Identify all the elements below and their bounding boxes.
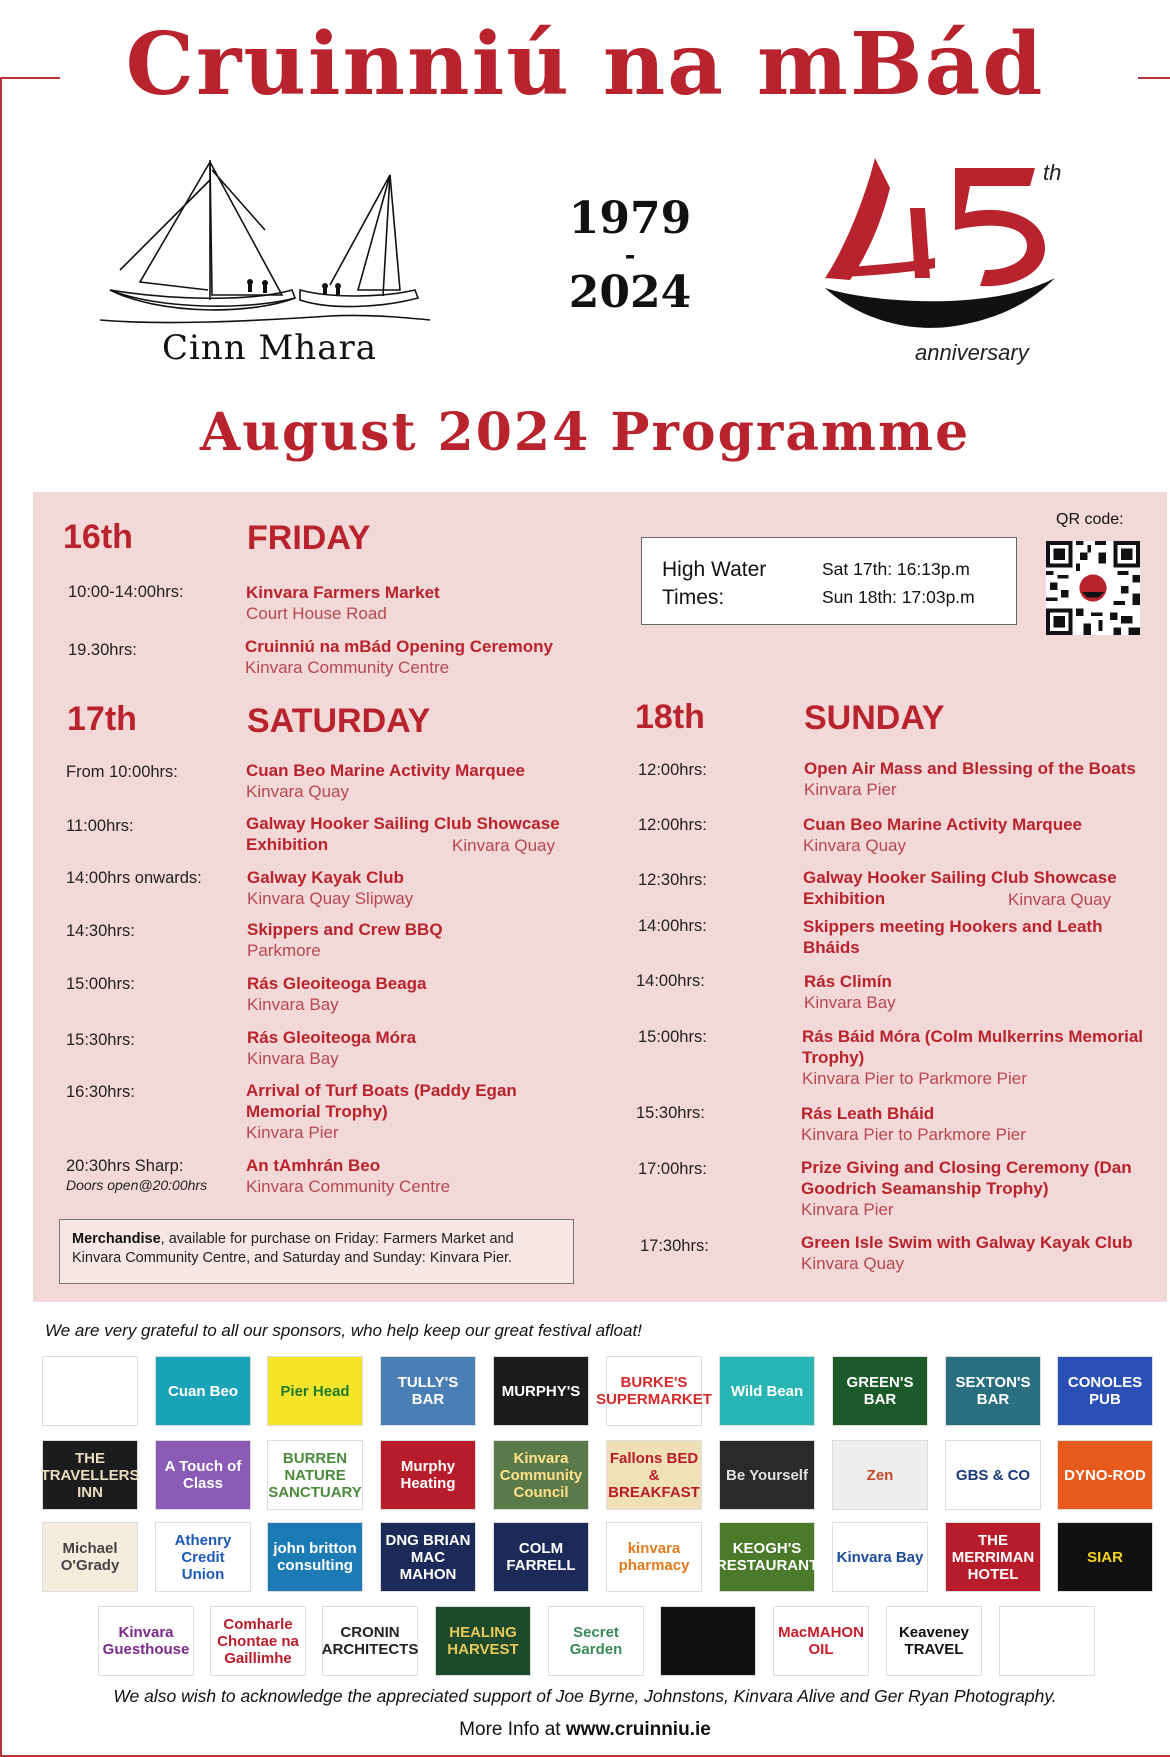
event-title: Skippers meeting Hookers and Leath: [803, 917, 1103, 936]
sponsor-logo: GREEN'S BAR: [832, 1356, 928, 1426]
sponsor-logo: Zen: [832, 1440, 928, 1510]
sponsor-logo: john britton consulting: [267, 1522, 363, 1592]
event-time: 14:30hrs:: [66, 922, 135, 940]
event-note: Doors open@20:00hrs: [66, 1177, 208, 1193]
sponsor-logo: Murphy Heating: [380, 1440, 476, 1510]
event-time: 15:00hrs:: [638, 1028, 707, 1046]
event-title-line2: Bháids: [803, 938, 860, 957]
event: [247, 973, 427, 1015]
event-title-line2: Memorial Trophy): [246, 1102, 388, 1121]
event-location: Parkmore: [247, 941, 321, 960]
event: [246, 760, 525, 802]
event-title: Galway Kayak Club: [247, 868, 404, 887]
sponsor-logo: CRONIN ARCHITECTS: [322, 1606, 418, 1676]
event-location: Kinvara Pier to Parkmore Pier: [802, 1069, 1027, 1088]
event-time: 19.30hrs:: [68, 641, 137, 659]
event: [801, 1157, 1132, 1220]
merchandise-bold: Merchandise: [72, 1231, 161, 1247]
sponsor-logo: Be Yourself: [719, 1440, 815, 1510]
sunday-date: 18th: [635, 698, 705, 736]
sponsor-logo: KEOGH'S RESTAURANT: [719, 1522, 815, 1592]
sponsor-logo: Athenry Credit Union: [155, 1522, 251, 1592]
year-start: 1979: [568, 193, 692, 244]
sponsor-logo: [660, 1606, 756, 1676]
sponsor-logo: MURPHY'S: [493, 1356, 589, 1426]
frame-left: [0, 77, 2, 1757]
event-location: Kinvara Community Centre: [246, 1177, 451, 1196]
event: [804, 758, 1136, 800]
years-range: [540, 195, 720, 317]
sponsor-logo: GBS & CO: [945, 1440, 1041, 1510]
event-location: Court House Road: [246, 604, 387, 623]
event-location: Kinvara Pier: [246, 1123, 339, 1142]
event: [247, 867, 413, 909]
event-title-line2: Goodrich Seamanship Trophy): [801, 1179, 1049, 1198]
event-location: Kinvara Bay: [247, 995, 339, 1014]
sponsor-logo: Fallons BED & BREAKFAST: [606, 1440, 702, 1510]
event-time: 16:30hrs:: [66, 1083, 135, 1101]
event-time: 12:00hrs:: [638, 816, 707, 834]
event-title: Galway Hooker Sailing Club Showcase: [246, 814, 560, 833]
sponsor-logo: Michael O'Grady: [42, 1522, 138, 1592]
event-location: Kinvara Pier: [801, 1200, 894, 1219]
anniversary-suffix: th: [1043, 160, 1062, 185]
sponsor-logo: DYNO-ROD: [1057, 1440, 1153, 1510]
event-time: 15:30hrs:: [66, 1031, 135, 1049]
sponsor-logo: A Touch of Class: [155, 1440, 251, 1510]
boats-illustration: [100, 150, 430, 340]
programme-subtitle: August 2024 Programme: [199, 402, 971, 463]
event-title: Kinvara Farmers Market: [246, 583, 440, 602]
qr-label: QR code:: [1056, 511, 1124, 528]
event-location: Kinvara Quay: [801, 1254, 904, 1273]
event-title-line2: Exhibition: [803, 889, 886, 908]
sponsor-logo: Pier Head: [267, 1356, 363, 1426]
event-time: 14:00hrs:: [638, 917, 707, 935]
event: [803, 916, 1102, 958]
qr-code-icon[interactable]: [1046, 541, 1140, 635]
event-time: 12:30hrs:: [638, 871, 707, 889]
event-location: Kinvara Bay: [247, 1049, 339, 1068]
event-time: From 10:00hrs:: [66, 763, 178, 781]
sponsor-logo: THE TRAVELLERS INN: [42, 1440, 138, 1510]
event-time: 12:00hrs:: [638, 761, 707, 779]
event: [802, 1026, 1143, 1089]
saturday-label: SATURDAY: [247, 702, 431, 740]
event-time: 10:00-14:00hrs:: [68, 583, 184, 601]
event-time: 15:30hrs:: [636, 1104, 705, 1122]
year-end: 2024: [568, 267, 692, 318]
year-dash: -: [624, 241, 636, 271]
event-time: 17:30hrs:: [640, 1237, 709, 1255]
more-info: [0, 1719, 1170, 1741]
event-location: Kinvara Quay Slipway: [247, 889, 414, 908]
saturday-date: 17th: [67, 700, 137, 738]
page-title: Cruinniú na mBád: [125, 14, 1045, 115]
event-title-line2: Trophy): [802, 1048, 865, 1067]
place-name: Cinn Mhara: [162, 328, 377, 368]
sponsor-logo: COLM FARRELL: [493, 1522, 589, 1592]
friday-date: 16th: [63, 518, 133, 556]
event: [246, 1155, 450, 1197]
event-title: An tAmhrán Beo: [246, 1156, 381, 1175]
sponsor-logo: CONOLES PUB: [1057, 1356, 1153, 1426]
sponsor-logo: TULLY'S BAR: [380, 1356, 476, 1426]
event: [245, 636, 553, 678]
event-title: Cruinniú na mBád Opening Ceremony: [245, 637, 553, 656]
event-title-line2: Exhibition: [246, 835, 329, 854]
sponsors-intro: We are very grateful to all our sponsors, who help keep our great festival afloat!: [45, 1321, 642, 1340]
sunday-label: SUNDAY: [804, 699, 945, 737]
sponsor-logo: [42, 1356, 138, 1426]
event-location: Kinvara Pier: [804, 780, 897, 799]
event-location: Kinvara Bay: [804, 993, 896, 1012]
event: [801, 1103, 1026, 1145]
event-title: Cuan Beo Marine Activity Marquee: [246, 761, 525, 780]
event-time: 14:00hrs:: [636, 972, 705, 990]
sponsor-logo: MacMAHON OIL: [773, 1606, 869, 1676]
merchandise-note: [59, 1219, 574, 1284]
event-time: 20:30hrs Sharp:: [66, 1157, 184, 1175]
sponsor-logo: Kinvara Guesthouse: [98, 1606, 194, 1676]
event-location: Kinvara Quay: [1008, 890, 1111, 909]
event-title: Rás Leath Bháid: [801, 1104, 935, 1123]
high-water-label-line1: High Water: [662, 558, 767, 581]
merchandise-text: , available for purchase on Friday: Farmers Market and Kinvara Community Centre, and Saturday and Sunday: Kinvara Pier.: [72, 1231, 514, 1266]
high-water-sat: Sat 17th: 16:13p.m: [822, 559, 970, 579]
event-time: 11:00hrs:: [66, 817, 134, 835]
event-title: Skippers and Crew BBQ: [247, 920, 443, 939]
event-title: Prize Giving and Closing Ceremony (Dan: [801, 1158, 1132, 1177]
sponsor-logo: BURREN NATURE SANCTUARY: [267, 1440, 363, 1510]
sponsor-logo: Secret Garden: [548, 1606, 644, 1676]
sponsor-logo: SEXTON'S BAR: [945, 1356, 1041, 1426]
sponsor-logo: Cuan Beo: [155, 1356, 251, 1426]
high-water-sun: Sun 18th: 17:03p.m: [822, 587, 975, 607]
website-link[interactable]: www.cruinniu.ie: [565, 1719, 711, 1740]
event: [246, 1080, 517, 1143]
sponsor-logo: Wild Bean: [719, 1356, 815, 1426]
high-water-label: [662, 556, 792, 612]
friday-label: FRIDAY: [247, 519, 371, 557]
sponsor-logo: SIAR: [1057, 1522, 1153, 1592]
event: [246, 582, 440, 624]
event-title: Arrival of Turf Boats (Paddy Egan: [246, 1081, 517, 1100]
event-location: Kinvara Quay: [803, 836, 906, 855]
event-time: 17:00hrs:: [638, 1160, 707, 1178]
event-location: Kinvara Quay: [246, 782, 349, 801]
sponsor-logo: THE MERRIMAN HOTEL: [945, 1522, 1041, 1592]
event-location: Kinvara Pier to Parkmore Pier: [801, 1125, 1026, 1144]
sponsor-logo: Comharle Chontae na Gaillimhe: [210, 1606, 306, 1676]
sponsor-logo: HEALING HARVEST: [435, 1606, 531, 1676]
acknowledgement: We also wish to acknowledge the appreciated support of Joe Byrne, Johnstons, Kinvara Alive and Ger Ryan Photography.: [113, 1686, 1057, 1706]
event: [803, 814, 1082, 856]
high-water-label-line2: Times:: [662, 586, 725, 609]
event-title: Green Isle Swim with Galway Kayak Club: [801, 1233, 1133, 1252]
sponsor-logo: DNG BRIAN MAC MAHON: [380, 1522, 476, 1592]
event: [804, 971, 896, 1013]
anniversary-word: anniversary: [915, 340, 1029, 365]
sponsor-logo: Kinvara Bay: [832, 1522, 928, 1592]
event-time: 14:00hrs onwards:: [66, 869, 202, 887]
sponsor-logo: Kinvara Community Council: [493, 1440, 589, 1510]
event: [801, 1232, 1133, 1274]
event-title: Rás Báid Móra (Colm Mulkerrins Memorial: [802, 1027, 1144, 1046]
high-water-box: [641, 537, 1017, 625]
event-title: Rás Gleoiteoga Móra: [247, 1028, 417, 1047]
sponsor-logo: kinvara pharmacy: [606, 1522, 702, 1592]
event: [247, 919, 443, 961]
event-title: Rás Gleoiteoga Beaga: [247, 974, 427, 993]
sponsor-logo: Keaveney TRAVEL: [886, 1606, 982, 1676]
event-title: Open Air Mass and Blessing of the Boats: [804, 759, 1136, 778]
more-info-prefix: More Info at: [459, 1719, 566, 1740]
event-time: 15:00hrs:: [66, 975, 135, 993]
event-title: Cuan Beo Marine Activity Marquee: [803, 815, 1082, 834]
anniversary-logo: [805, 148, 1080, 358]
event-title: Rás Climín: [804, 972, 892, 991]
event-location: Kinvara Community Centre: [245, 658, 450, 677]
sponsor-logo: [999, 1606, 1095, 1676]
event-title: Galway Hooker Sailing Club Showcase: [803, 868, 1117, 887]
event-location: Kinvara Quay: [452, 836, 555, 855]
event: [247, 1027, 416, 1069]
sponsor-logo: BURKE'S SUPERMARKET: [606, 1356, 702, 1426]
